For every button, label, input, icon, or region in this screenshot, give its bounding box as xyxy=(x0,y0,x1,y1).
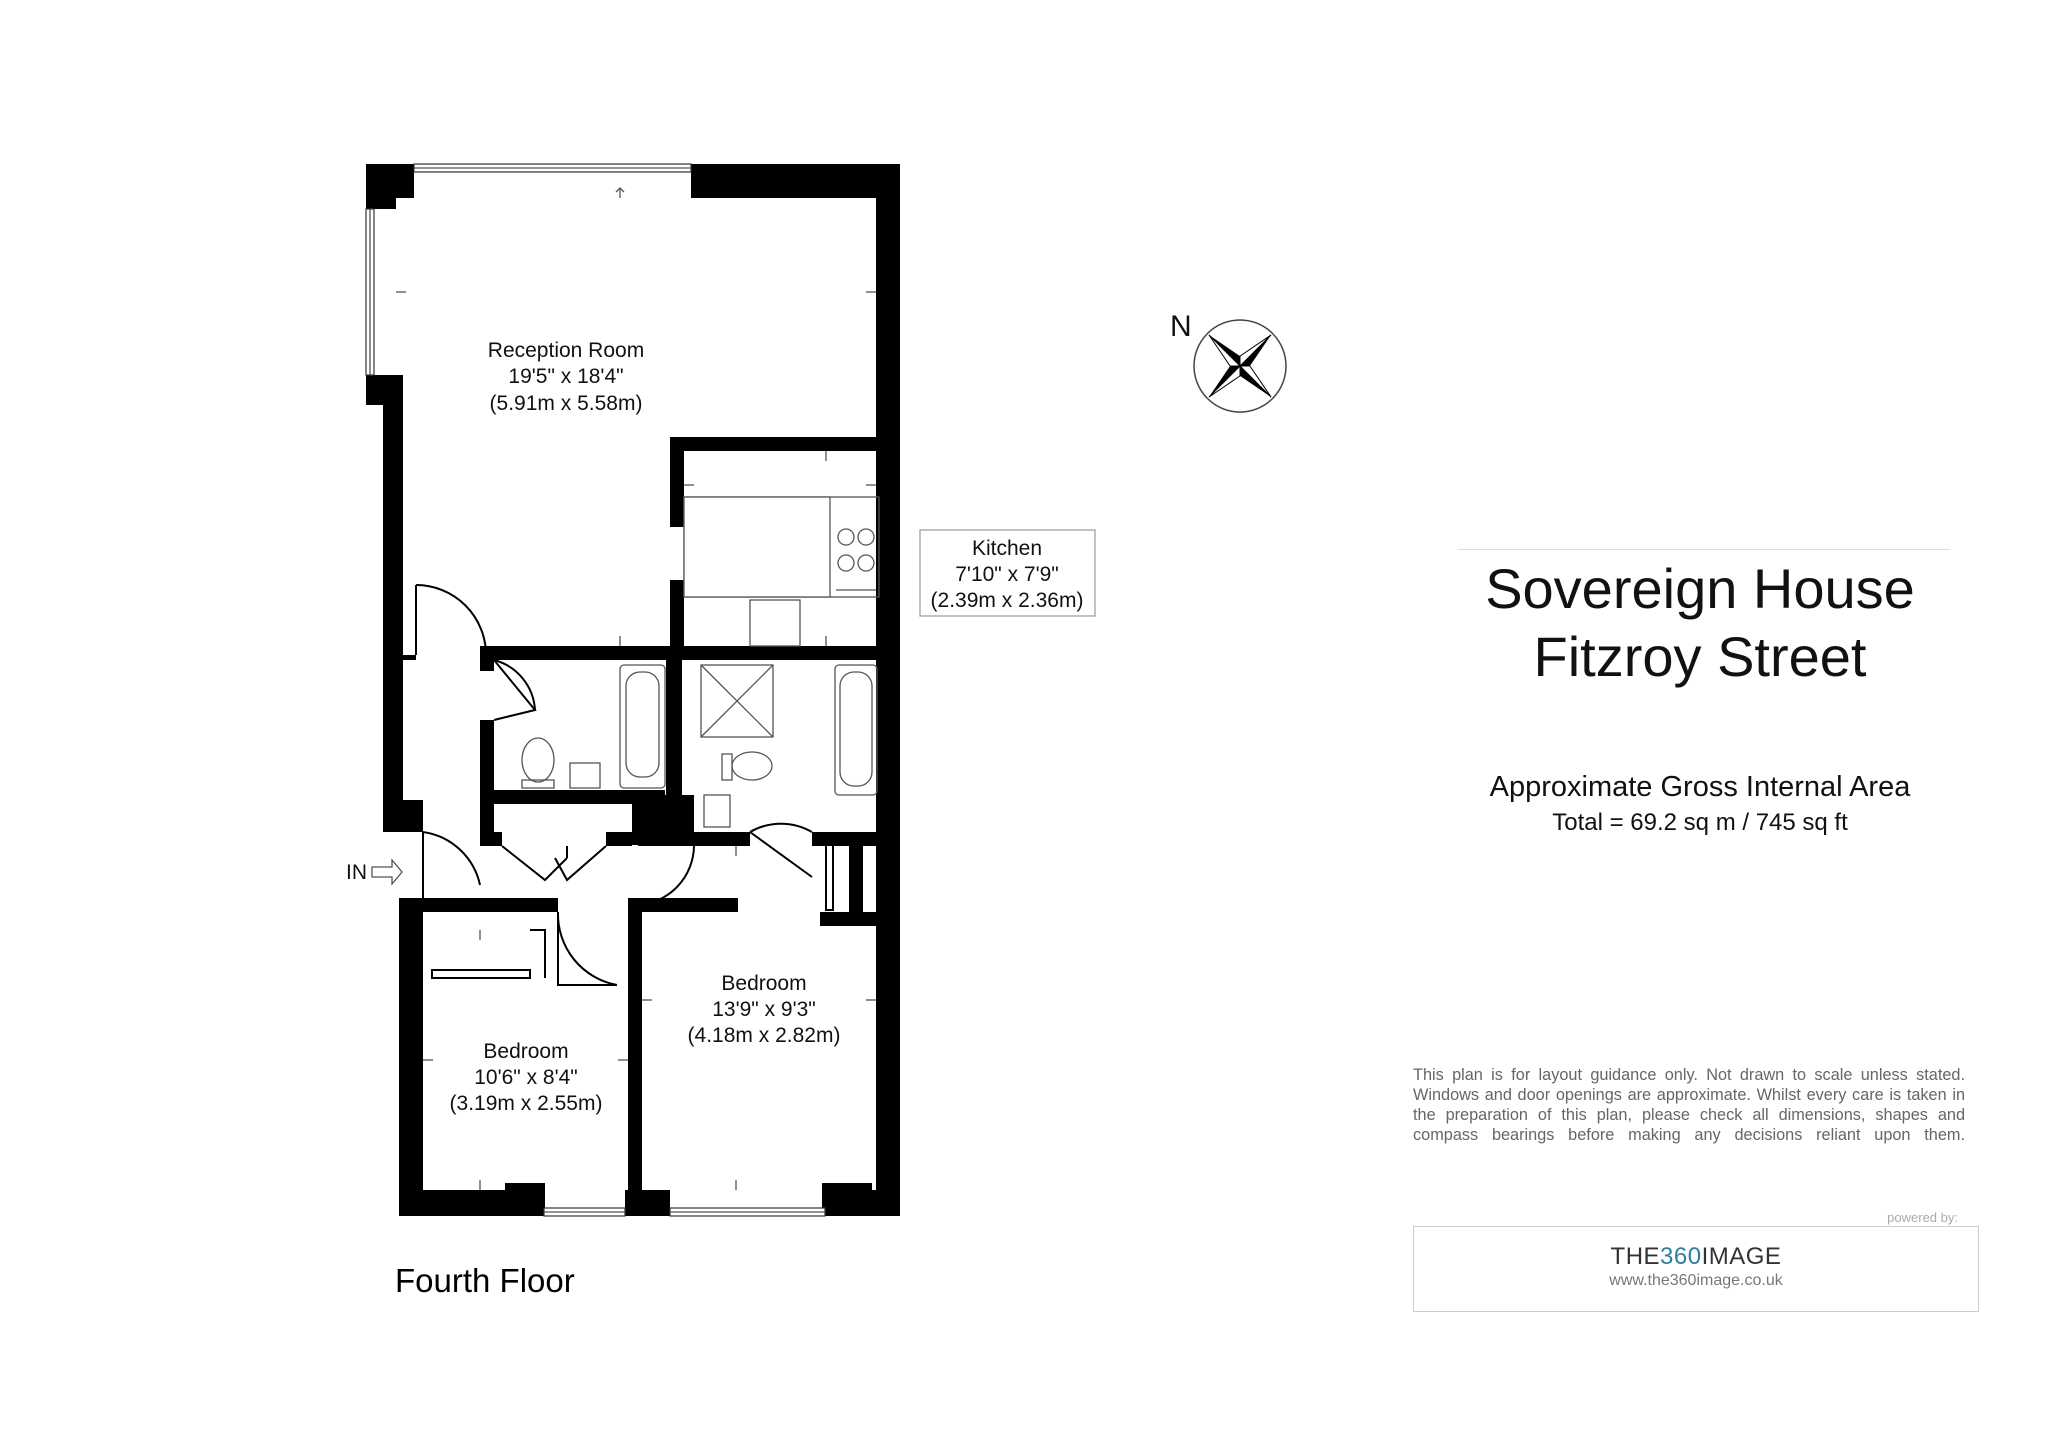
fixtures xyxy=(522,497,879,827)
kitchen-imperial: 7'10" x 7'9" xyxy=(955,563,1059,586)
reception-metric: (5.91m x 5.58m) xyxy=(489,392,643,415)
bedroom2-imperial: 10'6" x 8'4" xyxy=(474,1066,578,1089)
branding-box xyxy=(1413,1210,1979,1312)
room-reception xyxy=(488,339,644,415)
powered-by-label: powered by: xyxy=(1879,1210,1966,1225)
compass-north-label: N xyxy=(1170,310,1192,343)
bedroom2-metric: (3.19m x 2.55m) xyxy=(449,1092,603,1115)
area-heading: Approximate Gross Internal Area xyxy=(1489,771,1911,803)
disclaimer-text: This plan is for layout guidance only. Not drawn to scale unless stated. Windows and door openings are approximate. Whilst every care is taken in the preparation of this plan, please check all dimensions, shapes and compass bearings before making any decisions reliant upon them. xyxy=(1413,1066,1965,1144)
area-total: Total = 69.2 sq m / 745 sq ft xyxy=(1552,809,1848,836)
bedroom1-name: Bedroom xyxy=(721,972,807,995)
brand-logo xyxy=(1414,1243,1978,1271)
floor-label: Fourth Floor xyxy=(395,1262,575,1299)
reception-name: Reception Room xyxy=(487,339,645,362)
property-title-line1: Sovereign House xyxy=(1485,557,1915,620)
compass xyxy=(1170,304,1302,428)
kitchen-name: Kitchen xyxy=(971,537,1043,560)
brand-url: www.the360image.co.uk xyxy=(1609,1272,1783,1289)
reception-imperial: 19'5" x 18'4" xyxy=(508,365,624,388)
entrance-label: IN xyxy=(346,861,367,884)
room-bedroom-1 xyxy=(688,972,841,1047)
brand-name-part1: THE xyxy=(1610,1243,1661,1270)
brand-name-part2: 360 xyxy=(1660,1243,1702,1270)
area-summary xyxy=(1400,768,2000,840)
room-bedroom-2 xyxy=(450,1040,603,1115)
property-title-line2: Fitzroy Street xyxy=(1533,625,1867,688)
bedroom1-metric: (4.18m x 2.82m) xyxy=(687,1024,841,1047)
title-divider xyxy=(1458,549,1950,550)
entrance-arrow-icon xyxy=(372,860,402,884)
property-title xyxy=(1450,555,1950,691)
kitchen-metric: (2.39m x 2.36m) xyxy=(930,589,1084,612)
entrance-marker xyxy=(346,860,402,884)
bedroom1-imperial: 13'9" x 9'3" xyxy=(712,998,816,1021)
brand-name-part3: IMAGE xyxy=(1701,1243,1782,1270)
room-kitchen xyxy=(920,530,1095,616)
windows xyxy=(366,164,825,1216)
bedroom2-name: Bedroom xyxy=(483,1040,569,1063)
